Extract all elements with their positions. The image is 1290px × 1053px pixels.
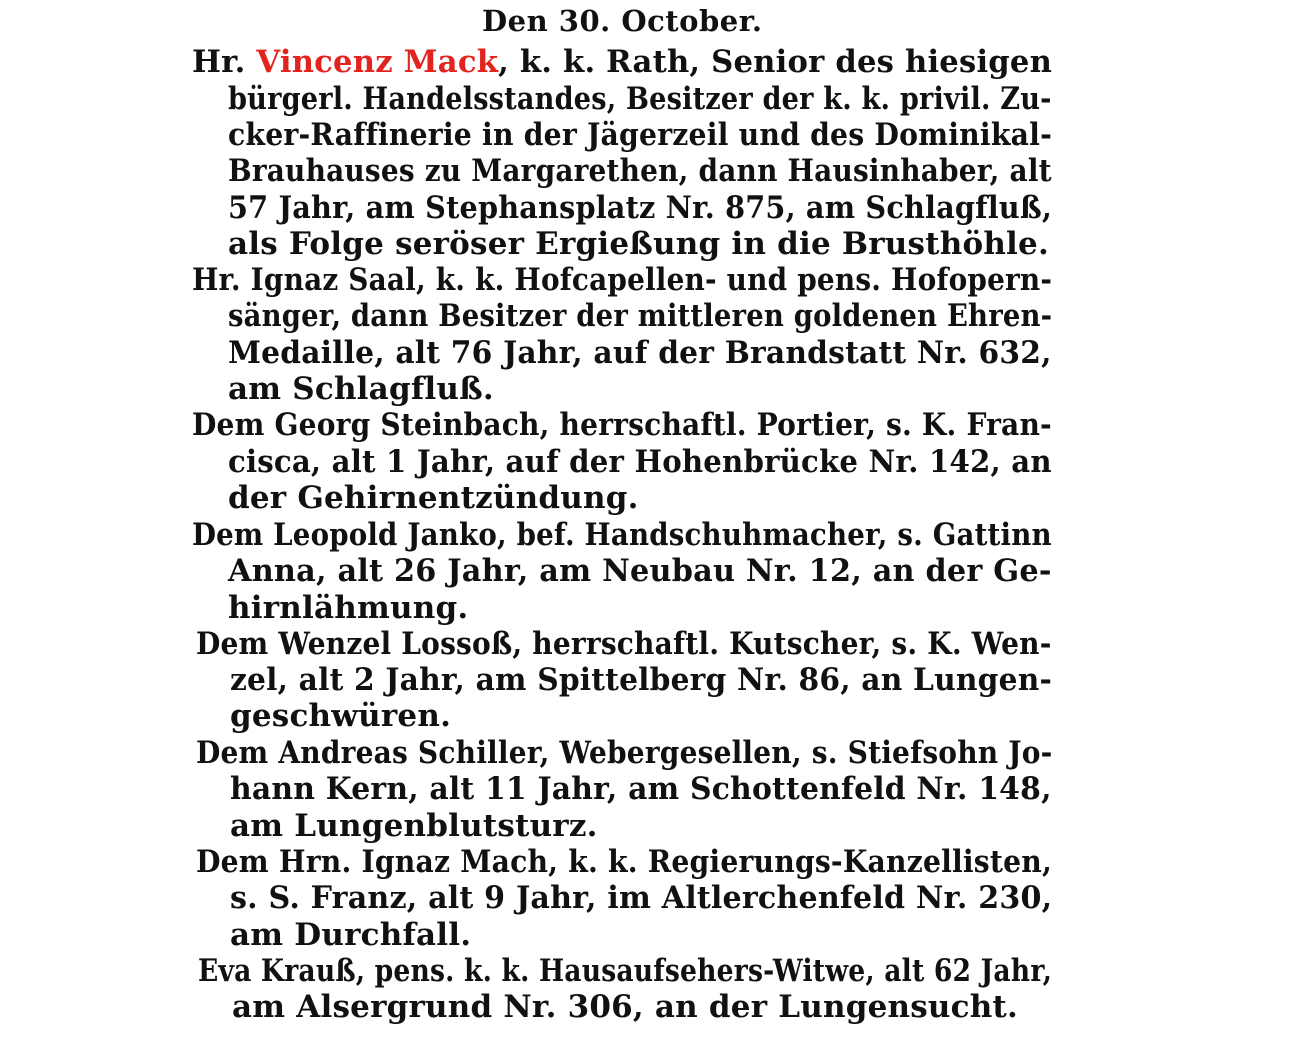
- entry-line: cker-Raffinerie in der Jägerzeil und des Dominikal-: [228, 117, 1053, 153]
- entry-line: Dem Wenzel Lossoß, herrschaftl. Kutscher, s. K. Wen-: [196, 626, 1052, 662]
- entry-line: Medaille, alt 76 Jahr, auf der Brandstatt Nr. 632,: [228, 335, 1052, 371]
- entry-line: 57 Jahr, am Stephansplatz Nr. 875, am Schlagfluß,: [228, 190, 1053, 226]
- highlighted-name: Vincenz Mack: [256, 44, 499, 80]
- entry-line: s. S. Franz, alt 9 Jahr, im Altlerchenfeld Nr. 230,: [230, 880, 1053, 916]
- entry-line: am Schlagfluß.: [228, 371, 494, 407]
- entry-line: der Gehirnentzündung.: [228, 480, 639, 516]
- entry-line: hirnlähmung.: [228, 590, 469, 626]
- entry-line: Dem Georg Steinbach, herrschaftl. Portier, s. K. Fran-: [192, 407, 1052, 443]
- entry-line: Hr. Ignaz Saal, k. k. Hofcapellen- und pens. Hofopern-: [192, 262, 1053, 298]
- entry-line: geschwüren.: [230, 698, 452, 734]
- entry-line: [192, 44, 1052, 80]
- entry-line: Eva Krauß, pens. k. k. Hausaufsehers-Witwe, alt 62 Jahr,: [198, 953, 1053, 989]
- entry-line: am Lungenblutsturz.: [230, 808, 598, 844]
- date-heading: Den 30. October.: [482, 4, 763, 38]
- entry-line: Dem Andreas Schiller, Webergesellen, s. Stiefsohn Jo-: [196, 735, 1053, 771]
- entry-line: am Durchfall.: [230, 917, 472, 953]
- entry-line: Dem Leopold Janko, bef. Handschuhmacher, s. Gattinn: [192, 517, 1052, 553]
- entry-line: als Folge seröser Ergießung in die Brusthöhle.: [228, 226, 1049, 262]
- entry-line: cisca, alt 1 Jahr, auf der Hohenbrücke Nr. 142, an: [228, 444, 1052, 480]
- entry-line: hann Kern, alt 11 Jahr, am Schottenfeld Nr. 148,: [230, 771, 1052, 807]
- entry-line: zel, alt 2 Jahr, am Spittelberg Nr. 86, an Lungen-: [230, 662, 1053, 698]
- entry-line: sänger, dann Besitzer der mittleren goldenen Ehren-: [228, 298, 1053, 334]
- entry-line: Dem Hrn. Ignaz Mach, k. k. Regierungs-Kanzellisten,: [196, 844, 1052, 880]
- entry-line: Anna, alt 26 Jahr, am Neubau Nr. 12, an der Ge-: [228, 553, 1052, 589]
- entry-line: Brauhauses zu Margarethen, dann Hausinhaber, alt: [228, 153, 1052, 189]
- entry-prefix: Hr.: [192, 44, 257, 80]
- entry-line-rest: , k. k. Rath, Senior des hiesigen: [498, 44, 1053, 80]
- entry-line: bürgerl. Handelsstandes, Besitzer der k. k. privil. Zu-: [228, 81, 1052, 117]
- entry-line: am Alsergrund Nr. 306, an der Lungensucht.: [232, 989, 1018, 1025]
